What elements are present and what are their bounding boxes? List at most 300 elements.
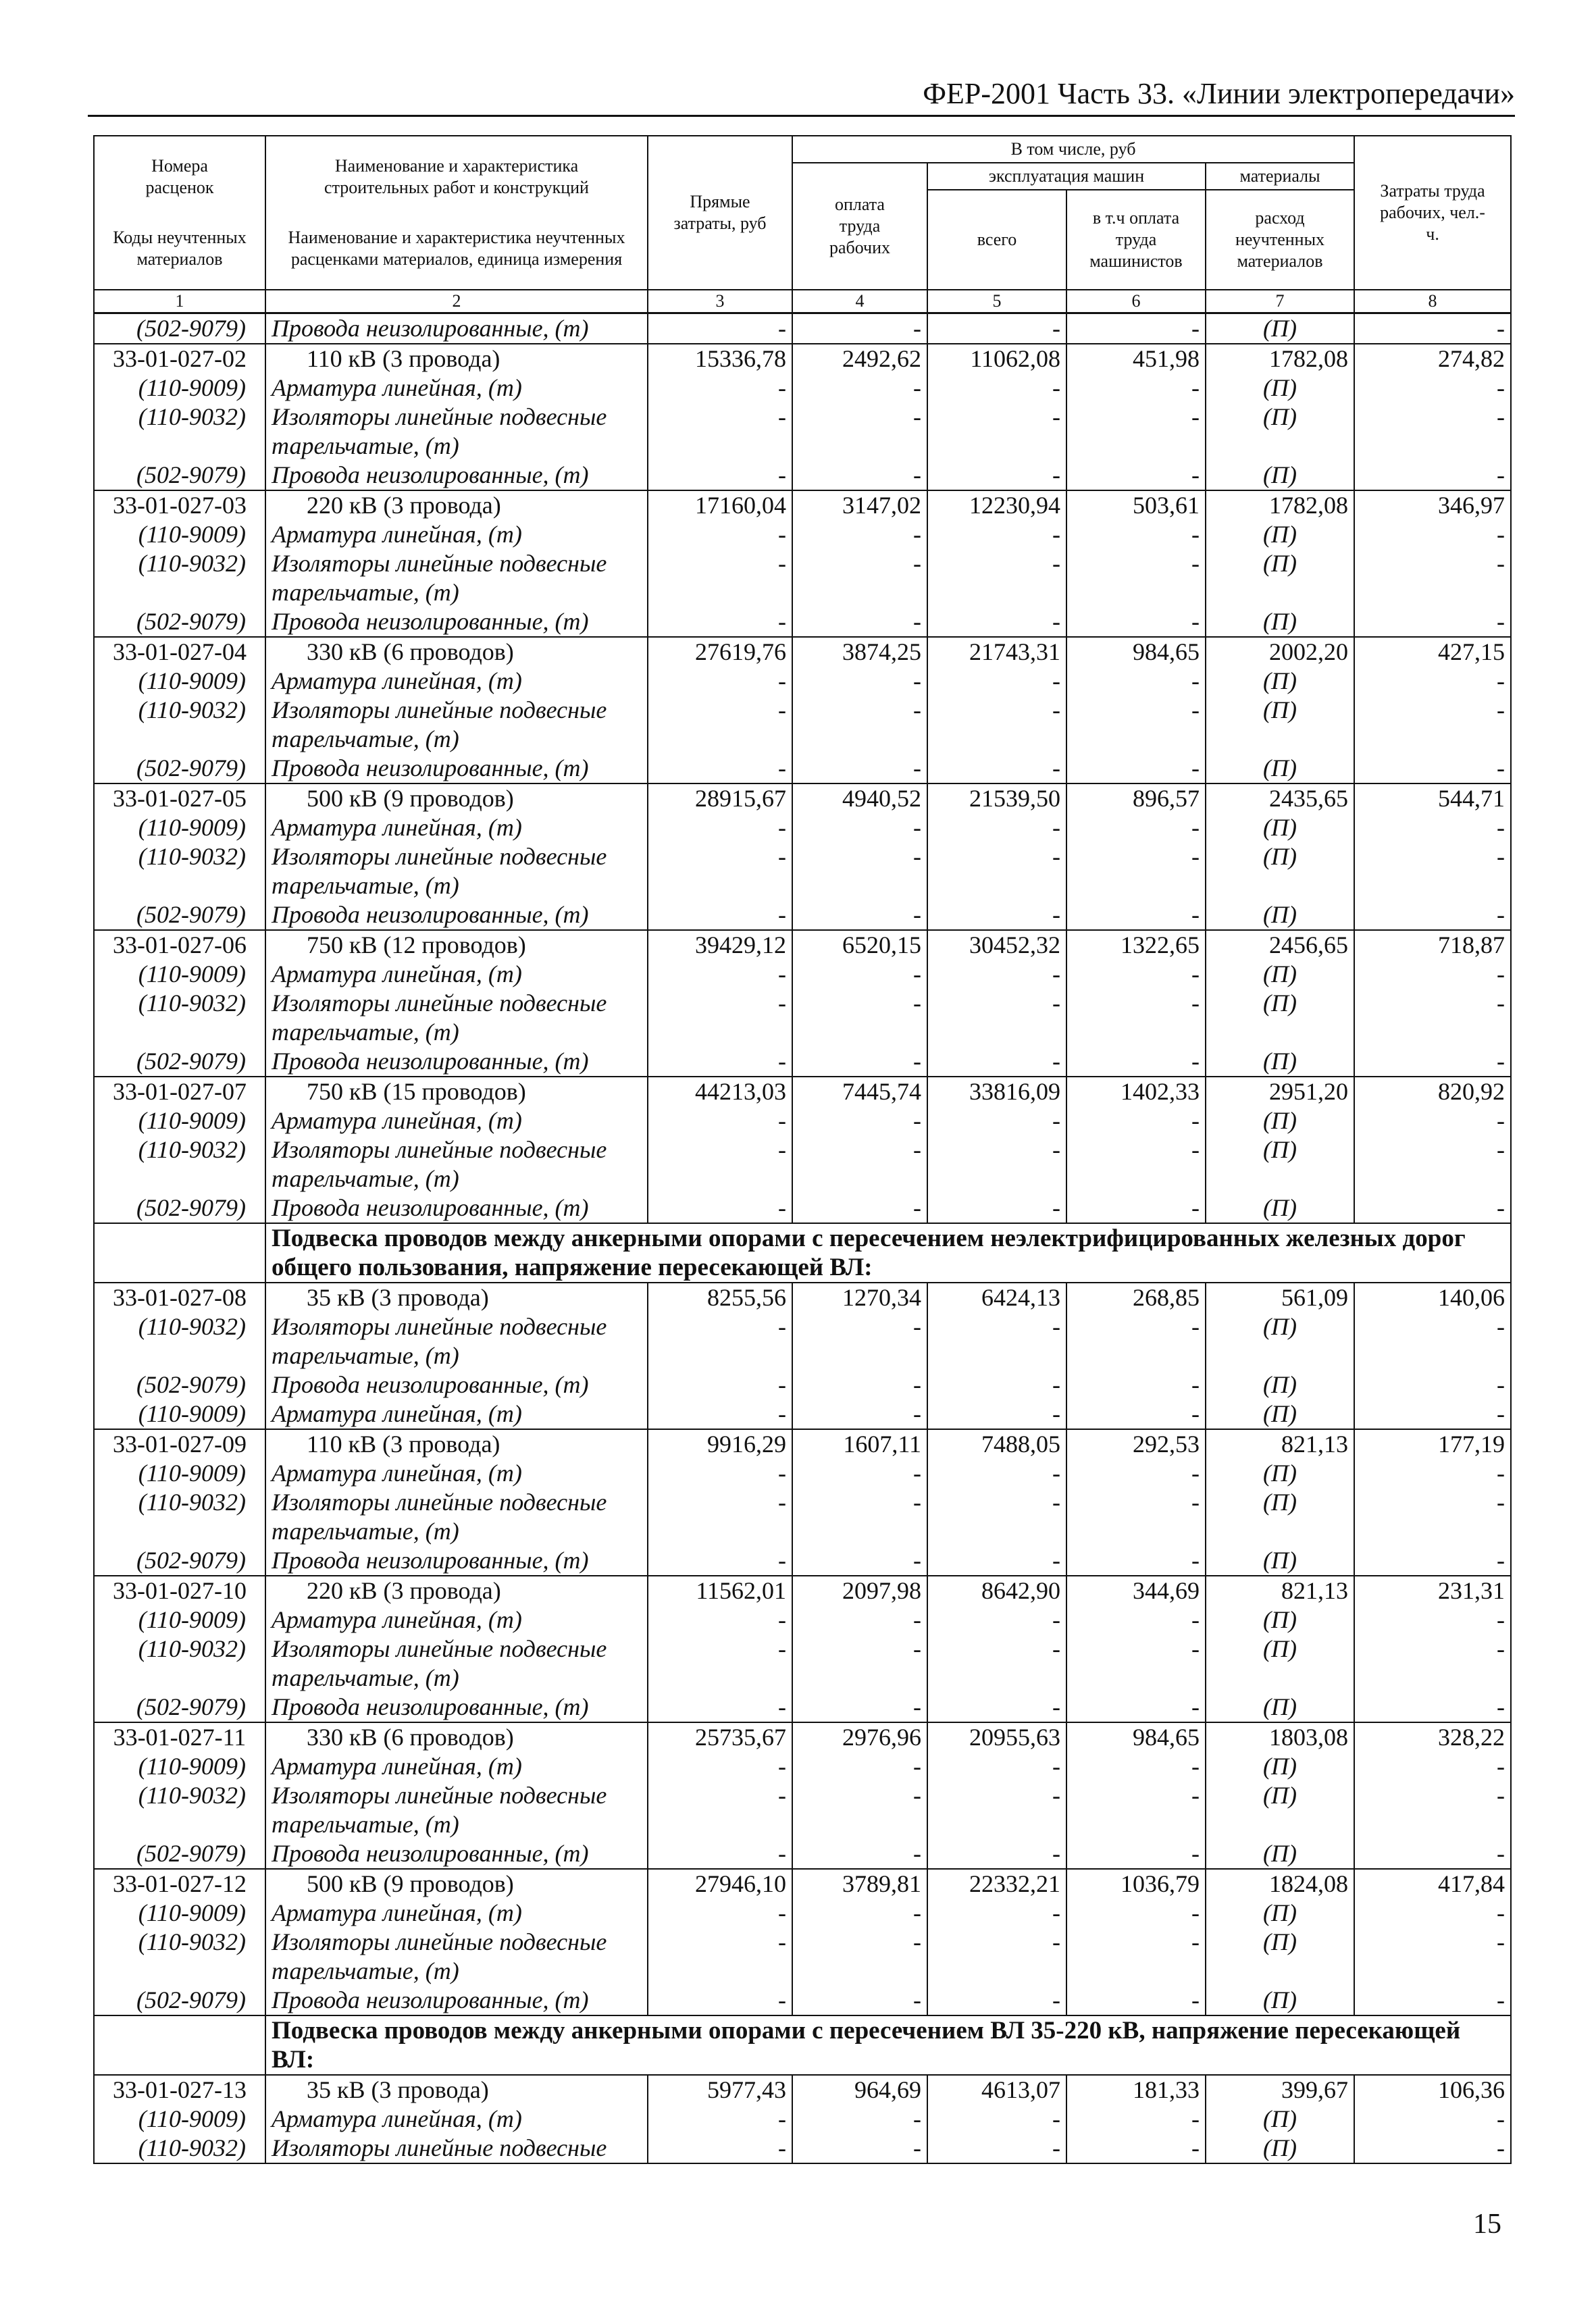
material-row bbox=[94, 1839, 1511, 1869]
material-name: тарельчатые, (т) bbox=[265, 1957, 648, 1986]
machines-total-cell: - bbox=[927, 900, 1066, 930]
rate-code: 33-01-027-05 bbox=[94, 783, 265, 813]
material-code: (110-9032) bbox=[94, 549, 265, 578]
machines-total-cell: - bbox=[927, 2105, 1066, 2134]
material-code: (110-9032) bbox=[94, 1312, 265, 1341]
materials-cell: (П) bbox=[1206, 1047, 1354, 1077]
machines-total-cell: - bbox=[927, 607, 1066, 637]
column-number: 5 bbox=[927, 290, 1066, 313]
materials-cell: (П) bbox=[1206, 1193, 1354, 1223]
machinists-pay-cell: 1036,79 bbox=[1066, 1869, 1206, 1899]
machines-total-cell: 21539,50 bbox=[927, 783, 1066, 813]
material-name: Арматура линейная, (т) bbox=[265, 2105, 648, 2134]
labor-costs-cell: - bbox=[1354, 1546, 1511, 1576]
materials-cell: (П) bbox=[1206, 1928, 1354, 1957]
direct-costs-cell bbox=[648, 1018, 792, 1047]
column-number: 4 bbox=[792, 290, 927, 313]
machinists-pay-cell: 984,65 bbox=[1066, 637, 1206, 667]
material-code: (110-9032) bbox=[94, 696, 265, 725]
rates-table bbox=[93, 135, 1512, 2164]
machinists-pay-cell: - bbox=[1066, 403, 1206, 432]
materials-cell: (П) bbox=[1206, 1106, 1354, 1135]
machines-total-cell: 11062,08 bbox=[927, 344, 1066, 374]
workers-pay-cell: 3874,25 bbox=[792, 637, 927, 667]
machines-total-cell: - bbox=[927, 813, 1066, 842]
material-code: (110-9009) bbox=[94, 520, 265, 549]
materials-cell: (П) bbox=[1206, 1370, 1354, 1399]
machines-total-cell: - bbox=[927, 2134, 1066, 2163]
direct-costs-cell: 15336,78 bbox=[648, 344, 792, 374]
labor-costs-cell: - bbox=[1354, 960, 1511, 989]
machines-total-cell: - bbox=[927, 1693, 1066, 1722]
header-unaccounted-materials: расход неучтенных материалов bbox=[1206, 190, 1354, 290]
machines-total-cell: - bbox=[927, 403, 1066, 432]
machinists-pay-cell: - bbox=[1066, 960, 1206, 989]
machinists-pay-cell: - bbox=[1066, 1693, 1206, 1722]
machines-total-cell: 22332,21 bbox=[927, 1869, 1066, 1899]
direct-costs-cell: - bbox=[648, 374, 792, 403]
machinists-pay-cell: 503,61 bbox=[1066, 490, 1206, 520]
materials-cell: (П) bbox=[1206, 1781, 1354, 1810]
labor-costs-cell: - bbox=[1354, 1488, 1511, 1517]
material-name: Арматура линейная, (т) bbox=[265, 1752, 648, 1781]
labor-costs-cell: 427,15 bbox=[1354, 637, 1511, 667]
machinists-pay-cell bbox=[1066, 1957, 1206, 1986]
workers-pay-cell: - bbox=[792, 960, 927, 989]
rate-row bbox=[94, 1869, 1511, 1899]
direct-costs-cell: - bbox=[648, 754, 792, 783]
machines-total-cell: - bbox=[927, 1193, 1066, 1223]
machines-total-cell: - bbox=[927, 1047, 1066, 1077]
workers-pay-cell: - bbox=[792, 1899, 927, 1928]
labor-costs-cell bbox=[1354, 1341, 1511, 1370]
machines-total-cell: - bbox=[927, 374, 1066, 403]
machines-total-cell: - bbox=[927, 1752, 1066, 1781]
workers-pay-cell bbox=[792, 1164, 927, 1193]
materials-cell: 2002,20 bbox=[1206, 637, 1354, 667]
header-including-rub: В том числе, руб bbox=[792, 136, 1354, 163]
materials-cell: (П) bbox=[1206, 1312, 1354, 1341]
materials-cell: 821,13 bbox=[1206, 1576, 1354, 1605]
material-name: Изоляторы линейные подвесные bbox=[265, 2134, 648, 2163]
workers-pay-cell: 3147,02 bbox=[792, 490, 927, 520]
material-row bbox=[94, 960, 1511, 989]
workers-pay-cell: - bbox=[792, 403, 927, 432]
machines-total-cell: - bbox=[927, 1781, 1066, 1810]
material-name: Изоляторы линейные подвесные bbox=[265, 1635, 648, 1664]
direct-costs-cell: - bbox=[648, 607, 792, 637]
machines-total-cell: 21743,31 bbox=[927, 637, 1066, 667]
direct-costs-cell: 11562,01 bbox=[648, 1576, 792, 1605]
material-code: (110-9032) bbox=[94, 2134, 265, 2163]
workers-pay-cell: - bbox=[792, 461, 927, 490]
materials-cell: 2435,65 bbox=[1206, 783, 1354, 813]
machines-total-cell: - bbox=[927, 1928, 1066, 1957]
material-name: Арматура линейная, (т) bbox=[265, 960, 648, 989]
machines-total-cell: - bbox=[927, 1459, 1066, 1488]
labor-costs-cell: - bbox=[1354, 1899, 1511, 1928]
direct-costs-cell: - bbox=[648, 1193, 792, 1223]
rate-code: 33-01-027-11 bbox=[94, 1722, 265, 1752]
materials-cell: 399,67 bbox=[1206, 2075, 1354, 2105]
direct-costs-cell: 39429,12 bbox=[648, 930, 792, 960]
materials-cell bbox=[1206, 1664, 1354, 1693]
material-code: (502-9079) bbox=[94, 1693, 265, 1722]
machines-total-cell bbox=[927, 725, 1066, 754]
column-number: 3 bbox=[648, 290, 792, 313]
rate-name: 750 кВ (15 проводов) bbox=[265, 1077, 648, 1106]
labor-costs-cell: - bbox=[1354, 2105, 1511, 2134]
labor-costs-cell: 231,31 bbox=[1354, 1576, 1511, 1605]
continuation-row bbox=[94, 1957, 1511, 1986]
material-row bbox=[94, 461, 1511, 490]
machinists-pay-cell: - bbox=[1066, 1635, 1206, 1664]
labor-costs-cell: - bbox=[1354, 461, 1511, 490]
rate-code: 33-01-027-10 bbox=[94, 1576, 265, 1605]
material-name: Провода неизолированные, (т) bbox=[265, 1839, 648, 1869]
material-code bbox=[94, 1164, 265, 1193]
direct-costs-cell bbox=[648, 1517, 792, 1546]
labor-costs-cell: - bbox=[1354, 2134, 1511, 2163]
workers-pay-cell: 4940,52 bbox=[792, 783, 927, 813]
material-row bbox=[94, 2105, 1511, 2134]
material-row bbox=[94, 1693, 1511, 1722]
direct-costs-cell: - bbox=[648, 2105, 792, 2134]
material-code: (502-9079) bbox=[94, 1986, 265, 2015]
rate-code: 33-01-027-04 bbox=[94, 637, 265, 667]
material-row bbox=[94, 549, 1511, 578]
direct-costs-cell: - bbox=[648, 1693, 792, 1722]
direct-costs-cell bbox=[648, 1664, 792, 1693]
direct-costs-cell: - bbox=[648, 1047, 792, 1077]
rate-name: 35 кВ (3 провода) bbox=[265, 1283, 648, 1312]
section-heading-row bbox=[94, 1223, 1511, 1283]
direct-costs-cell: - bbox=[648, 1605, 792, 1635]
labor-costs-cell: - bbox=[1354, 1370, 1511, 1399]
workers-pay-cell: - bbox=[792, 1635, 927, 1664]
rate-row bbox=[94, 1429, 1511, 1459]
labor-costs-cell: - bbox=[1354, 1399, 1511, 1429]
direct-costs-cell: - bbox=[648, 1106, 792, 1135]
machines-total-cell: 30452,32 bbox=[927, 930, 1066, 960]
direct-costs-cell: 27619,76 bbox=[648, 637, 792, 667]
workers-pay-cell: - bbox=[792, 900, 927, 930]
direct-costs-cell: - bbox=[648, 1635, 792, 1664]
labor-costs-cell: - bbox=[1354, 403, 1511, 432]
material-row bbox=[94, 403, 1511, 432]
labor-costs-cell: - bbox=[1354, 696, 1511, 725]
materials-cell bbox=[1206, 1018, 1354, 1047]
material-name: тарельчатые, (т) bbox=[265, 1517, 648, 1546]
workers-pay-cell: - bbox=[792, 1546, 927, 1576]
material-code: (502-9079) bbox=[94, 607, 265, 637]
materials-cell: (П) bbox=[1206, 842, 1354, 871]
direct-costs-cell: - bbox=[648, 696, 792, 725]
material-code: (110-9009) bbox=[94, 1459, 265, 1488]
material-row bbox=[94, 1928, 1511, 1957]
material-name: Провода неизолированные, (т) bbox=[265, 1986, 648, 2015]
machinists-pay-cell: - bbox=[1066, 313, 1206, 344]
direct-costs-cell: - bbox=[648, 1781, 792, 1810]
machinists-pay-cell: - bbox=[1066, 1047, 1206, 1077]
rate-code: 33-01-027-12 bbox=[94, 1869, 265, 1899]
machines-total-cell bbox=[927, 1810, 1066, 1839]
machinists-pay-cell: - bbox=[1066, 1928, 1206, 1957]
header-materials: материалы bbox=[1206, 163, 1354, 190]
workers-pay-cell bbox=[792, 1018, 927, 1047]
material-code: (110-9009) bbox=[94, 2105, 265, 2134]
machines-total-cell: 33816,09 bbox=[927, 1077, 1066, 1106]
direct-costs-cell bbox=[648, 578, 792, 607]
labor-costs-cell bbox=[1354, 1517, 1511, 1546]
machines-total-cell: - bbox=[927, 1546, 1066, 1576]
labor-costs-cell: - bbox=[1354, 754, 1511, 783]
machinists-pay-cell: - bbox=[1066, 607, 1206, 637]
labor-costs-cell: - bbox=[1354, 1693, 1511, 1722]
section-heading: Подвеска проводов между анкерными опорами с пересечением ВЛ 35-220 кВ, напряжение пересекающей ВЛ: bbox=[265, 2015, 1511, 2075]
direct-costs-cell: - bbox=[648, 1546, 792, 1576]
material-code: (502-9079) bbox=[94, 1193, 265, 1223]
material-name: Провода неизолированные, (т) bbox=[265, 900, 648, 930]
continuation-row bbox=[94, 578, 1511, 607]
workers-pay-cell: - bbox=[792, 1459, 927, 1488]
material-row bbox=[94, 520, 1511, 549]
machines-total-cell: 7488,05 bbox=[927, 1429, 1066, 1459]
labor-costs-cell bbox=[1354, 871, 1511, 900]
material-row bbox=[94, 696, 1511, 725]
direct-costs-cell: - bbox=[648, 549, 792, 578]
direct-costs-cell: - bbox=[648, 313, 792, 344]
workers-pay-cell: - bbox=[792, 989, 927, 1018]
material-name: Провода неизолированные, (т) bbox=[265, 1546, 648, 1576]
machinists-pay-cell: - bbox=[1066, 842, 1206, 871]
material-name: Провода неизолированные, (т) bbox=[265, 607, 648, 637]
labor-costs-cell bbox=[1354, 578, 1511, 607]
workers-pay-cell: - bbox=[792, 1370, 927, 1399]
materials-cell: (П) bbox=[1206, 1605, 1354, 1635]
machines-total-cell: - bbox=[927, 960, 1066, 989]
rate-row bbox=[94, 490, 1511, 520]
machines-total-cell: 6424,13 bbox=[927, 1283, 1066, 1312]
direct-costs-cell: - bbox=[648, 1899, 792, 1928]
material-name: Изоляторы линейные подвесные bbox=[265, 403, 648, 432]
direct-costs-cell: - bbox=[648, 1752, 792, 1781]
labor-costs-cell: - bbox=[1354, 1928, 1511, 1957]
rate-code: 33-01-027-08 bbox=[94, 1283, 265, 1312]
workers-pay-cell: - bbox=[792, 1781, 927, 1810]
continuation-row bbox=[94, 1517, 1511, 1546]
material-code: (110-9032) bbox=[94, 403, 265, 432]
machinists-pay-cell: - bbox=[1066, 2134, 1206, 2163]
material-code: (110-9032) bbox=[94, 1928, 265, 1957]
direct-costs-cell: - bbox=[648, 1928, 792, 1957]
direct-costs-cell: - bbox=[648, 520, 792, 549]
labor-costs-cell bbox=[1354, 1664, 1511, 1693]
material-row bbox=[94, 1899, 1511, 1928]
running-header: ФЕР-2001 Часть 33. «Линии электропередачи» bbox=[88, 76, 1515, 117]
labor-costs-cell bbox=[1354, 1810, 1511, 1839]
rate-name: 220 кВ (3 провода) bbox=[265, 1576, 648, 1605]
header-material-codes: Коды неучтенных материалов bbox=[113, 228, 247, 269]
material-name: Арматура линейная, (т) bbox=[265, 667, 648, 696]
materials-cell: (П) bbox=[1206, 374, 1354, 403]
machinists-pay-cell: - bbox=[1066, 1546, 1206, 1576]
header-machine-operation: эксплуатация машин bbox=[927, 163, 1206, 190]
header-rate-numbers: Номера расценок bbox=[145, 156, 214, 197]
machines-total-cell: 8642,90 bbox=[927, 1576, 1066, 1605]
material-row bbox=[94, 607, 1511, 637]
machinists-pay-cell: 181,33 bbox=[1066, 2075, 1206, 2105]
machinists-pay-cell: - bbox=[1066, 1986, 1206, 2015]
workers-pay-cell: - bbox=[792, 1488, 927, 1517]
material-row bbox=[94, 1986, 1511, 2015]
direct-costs-cell: - bbox=[648, 461, 792, 490]
material-code bbox=[94, 578, 265, 607]
machines-total-cell bbox=[927, 1517, 1066, 1546]
direct-costs-cell: - bbox=[648, 900, 792, 930]
materials-cell: (П) bbox=[1206, 960, 1354, 989]
rate-row bbox=[94, 1283, 1511, 1312]
workers-pay-cell bbox=[792, 1810, 927, 1839]
labor-costs-cell bbox=[1354, 1164, 1511, 1193]
rate-row bbox=[94, 637, 1511, 667]
machines-total-cell: - bbox=[927, 1839, 1066, 1869]
header-workers-pay: оплата труда рабочих bbox=[792, 163, 927, 290]
rate-code: 33-01-027-02 bbox=[94, 344, 265, 374]
material-code bbox=[94, 432, 265, 461]
direct-costs-cell: - bbox=[648, 1839, 792, 1869]
material-code: (110-9009) bbox=[94, 960, 265, 989]
rate-row bbox=[94, 2075, 1511, 2105]
materials-cell: (П) bbox=[1206, 1899, 1354, 1928]
workers-pay-cell: 2492,62 bbox=[792, 344, 927, 374]
material-row bbox=[94, 374, 1511, 403]
machines-total-cell: 20955,63 bbox=[927, 1722, 1066, 1752]
direct-costs-cell: 28915,67 bbox=[648, 783, 792, 813]
workers-pay-cell bbox=[792, 871, 927, 900]
material-code: (110-9009) bbox=[94, 813, 265, 842]
material-name: Провода неизолированные, (т) bbox=[265, 313, 648, 344]
labor-costs-cell: 718,87 bbox=[1354, 930, 1511, 960]
rate-code: 33-01-027-09 bbox=[94, 1429, 265, 1459]
labor-costs-cell: - bbox=[1354, 900, 1511, 930]
labor-costs-cell: - bbox=[1354, 520, 1511, 549]
material-name: Провода неизолированные, (т) bbox=[265, 754, 648, 783]
workers-pay-cell bbox=[792, 725, 927, 754]
material-code bbox=[94, 1810, 265, 1839]
machines-total-cell: - bbox=[927, 549, 1066, 578]
material-row bbox=[94, 989, 1511, 1018]
materials-cell: (П) bbox=[1206, 520, 1354, 549]
material-code bbox=[94, 871, 265, 900]
material-code: (110-9032) bbox=[94, 1635, 265, 1664]
material-row bbox=[94, 1781, 1511, 1810]
labor-costs-cell: 820,92 bbox=[1354, 1077, 1511, 1106]
material-row bbox=[94, 2134, 1511, 2163]
materials-cell bbox=[1206, 871, 1354, 900]
material-row bbox=[94, 1752, 1511, 1781]
direct-costs-cell bbox=[648, 871, 792, 900]
materials-cell: (П) bbox=[1206, 1635, 1354, 1664]
material-name: тарельчатые, (т) bbox=[265, 578, 648, 607]
materials-cell bbox=[1206, 1341, 1354, 1370]
material-code: (110-9032) bbox=[94, 1135, 265, 1164]
material-code: (502-9079) bbox=[94, 1839, 265, 1869]
material-code: (110-9009) bbox=[94, 1399, 265, 1429]
direct-costs-cell: 8255,56 bbox=[648, 1283, 792, 1312]
machines-total-cell: 4613,07 bbox=[927, 2075, 1066, 2105]
machines-total-cell: - bbox=[927, 1312, 1066, 1341]
workers-pay-cell: - bbox=[792, 1399, 927, 1429]
workers-pay-cell: - bbox=[792, 549, 927, 578]
direct-costs-cell bbox=[648, 1341, 792, 1370]
material-code: (502-9079) bbox=[94, 1546, 265, 1576]
workers-pay-cell: 6520,15 bbox=[792, 930, 927, 960]
machinists-pay-cell: - bbox=[1066, 1312, 1206, 1341]
continuation-row bbox=[94, 432, 1511, 461]
machinists-pay-cell: - bbox=[1066, 989, 1206, 1018]
material-name: тарельчатые, (т) bbox=[265, 1341, 648, 1370]
machinists-pay-cell: - bbox=[1066, 1488, 1206, 1517]
material-code: (110-9009) bbox=[94, 1605, 265, 1635]
column-number: 7 bbox=[1206, 290, 1354, 313]
rate-row bbox=[94, 783, 1511, 813]
material-name: Изоляторы линейные подвесные bbox=[265, 1781, 648, 1810]
material-code: (110-9032) bbox=[94, 989, 265, 1018]
material-name: Провода неизолированные, (т) bbox=[265, 461, 648, 490]
section-blank-cell bbox=[94, 2015, 265, 2075]
material-row bbox=[94, 1488, 1511, 1517]
material-row bbox=[94, 900, 1511, 930]
material-name: тарельчатые, (т) bbox=[265, 1164, 648, 1193]
material-code: (110-9032) bbox=[94, 1488, 265, 1517]
rate-name: 750 кВ (12 проводов) bbox=[265, 930, 648, 960]
labor-costs-cell bbox=[1354, 725, 1511, 754]
labor-costs-cell bbox=[1354, 1018, 1511, 1047]
materials-cell bbox=[1206, 432, 1354, 461]
material-row bbox=[94, 1635, 1511, 1664]
header-material-name: Наименование и характеристика неучтенных расценками материалов, единица измерения bbox=[288, 228, 625, 269]
material-code: (502-9079) bbox=[94, 1370, 265, 1399]
workers-pay-cell: - bbox=[792, 1693, 927, 1722]
rate-code: 33-01-027-03 bbox=[94, 490, 265, 520]
machinists-pay-cell: - bbox=[1066, 520, 1206, 549]
materials-cell: (П) bbox=[1206, 313, 1354, 344]
labor-costs-cell: - bbox=[1354, 1312, 1511, 1341]
material-row bbox=[94, 1399, 1511, 1429]
labor-costs-cell: 417,84 bbox=[1354, 1869, 1511, 1899]
workers-pay-cell bbox=[792, 432, 927, 461]
labor-costs-cell bbox=[1354, 432, 1511, 461]
direct-costs-cell: - bbox=[648, 842, 792, 871]
rate-row bbox=[94, 930, 1511, 960]
machinists-pay-cell: - bbox=[1066, 1135, 1206, 1164]
materials-cell: (П) bbox=[1206, 1488, 1354, 1517]
direct-costs-cell: 17160,04 bbox=[648, 490, 792, 520]
machines-total-cell: - bbox=[927, 1635, 1066, 1664]
workers-pay-cell bbox=[792, 1341, 927, 1370]
machines-total-cell bbox=[927, 1664, 1066, 1693]
machinists-pay-cell: 984,65 bbox=[1066, 1722, 1206, 1752]
continuation-row bbox=[94, 871, 1511, 900]
material-row bbox=[94, 813, 1511, 842]
direct-costs-cell: - bbox=[648, 1986, 792, 2015]
workers-pay-cell bbox=[792, 578, 927, 607]
machinists-pay-cell: - bbox=[1066, 900, 1206, 930]
machinists-pay-cell: 896,57 bbox=[1066, 783, 1206, 813]
materials-cell: (П) bbox=[1206, 1986, 1354, 2015]
machines-total-cell: - bbox=[927, 696, 1066, 725]
